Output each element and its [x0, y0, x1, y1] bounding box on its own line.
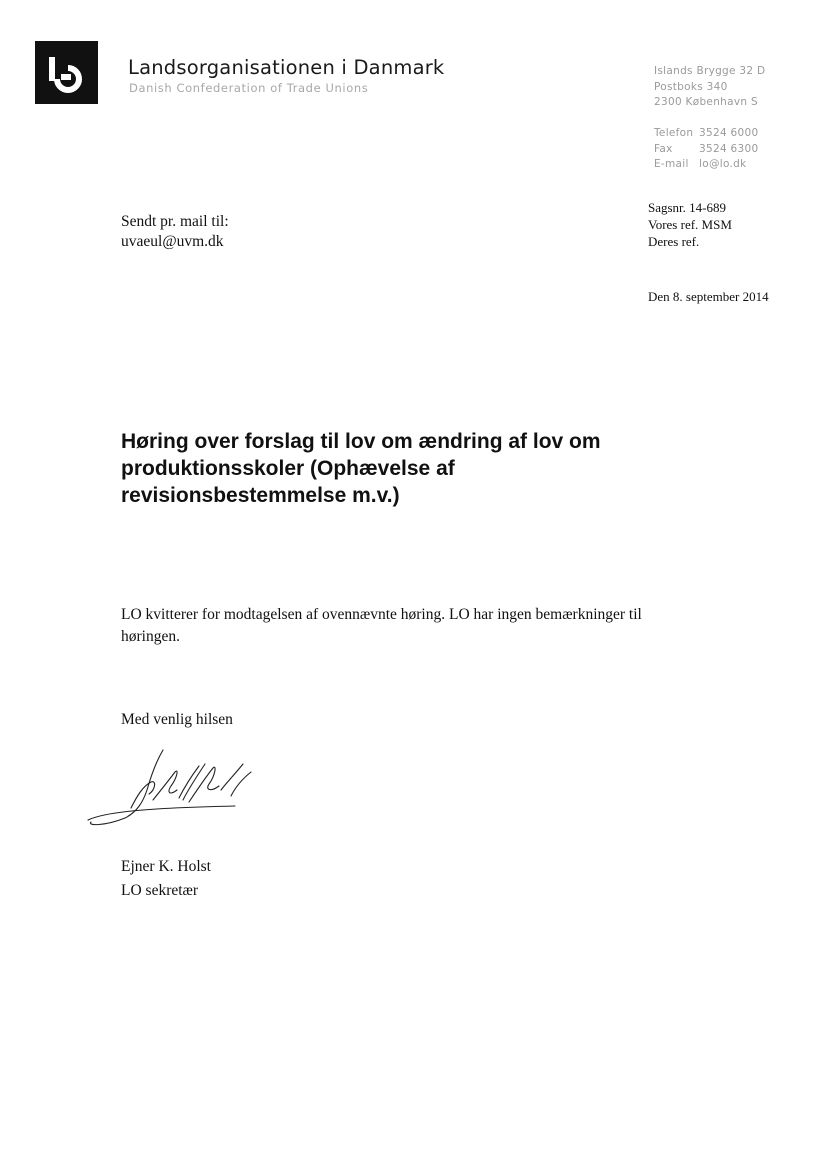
- signer-block: [121, 855, 211, 903]
- letter-date: Den 8. september 2014: [648, 289, 769, 304]
- organization-subtitle: Danish Confederation of Trade Unions: [129, 81, 369, 95]
- handwritten-signature: [85, 742, 265, 832]
- contact-value: 3524 6000: [699, 127, 759, 139]
- recipient-block: [121, 212, 229, 252]
- your-reference: Deres ref.: [648, 234, 700, 249]
- lo-logo-icon: [35, 41, 98, 104]
- case-number: Sagsnr. 14-689: [648, 200, 726, 215]
- contact-label: Fax: [654, 142, 673, 155]
- contact-email: [654, 157, 758, 173]
- contact-value: 3524 6300: [699, 142, 759, 155]
- letter-greeting: Med venlig hilsen: [121, 711, 233, 728]
- contact-phone: [654, 126, 758, 142]
- reference-block: [648, 199, 732, 250]
- organization-name: Landsorganisationen i Danmark: [128, 56, 445, 79]
- address-line: Postboks 340: [654, 80, 728, 93]
- address-line: Islands Brygge 32 D: [654, 65, 766, 77]
- address-line: 2300 København S: [654, 96, 758, 108]
- contact-block: [654, 126, 758, 173]
- signer-title: LO sekretær: [121, 882, 199, 899]
- letter-body: LO kvitterer for modtagelsen af ovennævnte høring. LO har ingen bemærkninger til høringen.: [121, 606, 642, 645]
- our-reference: Vores ref. MSM: [648, 217, 732, 232]
- contact-label: Telefon: [654, 127, 694, 139]
- contact-label: E-mail: [654, 158, 689, 170]
- contact-value: lo@lo.dk: [699, 158, 747, 170]
- contact-fax: [654, 142, 758, 158]
- letter-title: Høring over forslag til lov om ændring af lov om produktionsskoler (Ophævelse af revisionsbestemmelse m.v.): [121, 430, 601, 507]
- signer-name: Ejner K. Holst: [121, 858, 211, 875]
- recipient-email: uvaeul@uvm.dk: [121, 233, 224, 250]
- recipient-label: Sendt pr. mail til:: [121, 213, 229, 230]
- address-block: [654, 64, 765, 111]
